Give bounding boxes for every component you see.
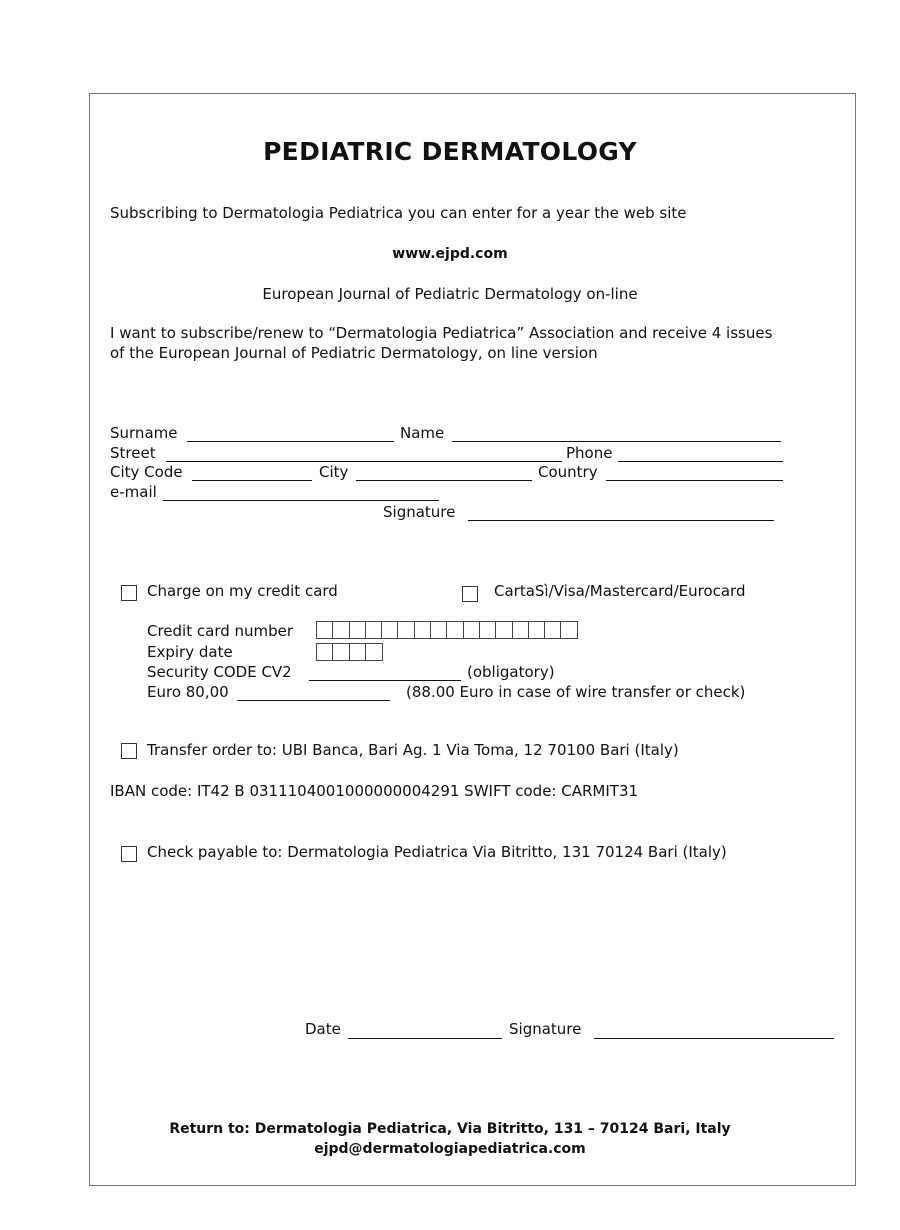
amount-label: Euro 80,00 xyxy=(147,683,229,701)
card-number-digit-box[interactable] xyxy=(512,621,530,639)
name-field[interactable] xyxy=(452,441,781,442)
credit-card-checkbox[interactable] xyxy=(121,585,137,601)
card-number-digit-box[interactable] xyxy=(332,621,350,639)
security-code-note: (obligatory) xyxy=(467,663,555,681)
expiry-digit-box[interactable] xyxy=(332,643,350,661)
phone-label: Phone xyxy=(566,444,613,462)
card-number-digit-box[interactable] xyxy=(381,621,399,639)
expiry-date-boxes[interactable] xyxy=(316,643,381,661)
signature-field[interactable] xyxy=(468,520,774,521)
security-code-field[interactable] xyxy=(309,680,461,681)
card-number-digit-box[interactable] xyxy=(479,621,497,639)
city-field[interactable] xyxy=(356,480,532,481)
card-number-boxes[interactable] xyxy=(316,621,577,639)
surname-label: Surname xyxy=(110,424,178,442)
card-number-digit-box[interactable] xyxy=(397,621,415,639)
final-signature-field[interactable] xyxy=(594,1038,834,1039)
email-field[interactable] xyxy=(163,500,439,501)
check-option-label: Check payable to: Dermatologia Pediatrica Via Bitritto, 131 70124 Bari (Italy) xyxy=(147,843,727,861)
date-label: Date xyxy=(305,1020,341,1038)
card-number-digit-box[interactable] xyxy=(544,621,562,639)
subscribe-text-line1: I want to subscribe/renew to “Dermatologia Pediatrica” Association and receive 4 issues xyxy=(110,324,773,342)
surname-field[interactable] xyxy=(187,441,394,442)
form-title: PEDIATRIC DERMATOLOGY xyxy=(263,137,637,166)
card-type-option-label: CartaSì/Visa/Mastercard/Eurocard xyxy=(494,582,746,600)
expiry-label: Expiry date xyxy=(147,643,233,661)
website-link[interactable]: www.ejpd.com xyxy=(392,246,508,262)
card-number-label: Credit card number xyxy=(147,622,294,640)
transfer-option-label: Transfer order to: UBI Banca, Bari Ag. 1 Via Toma, 12 70100 Bari (Italy) xyxy=(147,741,679,759)
contact-email[interactable]: ejpd@dermatologiapediatrica.com xyxy=(314,1141,586,1157)
card-number-digit-box[interactable] xyxy=(365,621,383,639)
card-type-checkbox[interactable] xyxy=(462,586,478,602)
subscribe-text-line2: of the European Journal of Pediatric Dermatology, on line version xyxy=(110,344,598,362)
date-field[interactable] xyxy=(348,1038,502,1039)
expiry-digit-box[interactable] xyxy=(349,643,367,661)
city-code-field[interactable] xyxy=(192,480,312,481)
amount-field[interactable] xyxy=(237,700,390,701)
name-label: Name xyxy=(400,424,445,442)
return-address: Return to: Dermatologia Pediatrica, Via Bitritto, 131 – 70124 Bari, Italy xyxy=(169,1121,731,1137)
street-field[interactable] xyxy=(166,461,562,462)
iban-text: IBAN code: IT42 B 0311104001000000004291 SWIFT code: CARMIT31 xyxy=(110,782,639,800)
city-label: City xyxy=(319,463,349,481)
street-label: Street xyxy=(110,444,156,462)
country-field[interactable] xyxy=(606,480,783,481)
card-number-digit-box[interactable] xyxy=(495,621,513,639)
security-code-label: Security CODE CV2 xyxy=(147,663,292,681)
intro-text: Subscribing to Dermatologia Pediatrica you can enter for a year the web site xyxy=(110,204,687,222)
final-signature-label: Signature xyxy=(509,1020,582,1038)
expiry-digit-box[interactable] xyxy=(365,643,383,661)
card-number-digit-box[interactable] xyxy=(316,621,334,639)
city-code-label: City Code xyxy=(110,463,183,481)
signature-label: Signature xyxy=(383,503,456,521)
card-number-digit-box[interactable] xyxy=(446,621,464,639)
amount-note: (88.00 Euro in case of wire transfer or check) xyxy=(406,683,746,701)
phone-field[interactable] xyxy=(618,461,783,462)
journal-text: European Journal of Pediatric Dermatology on-line xyxy=(262,285,638,303)
transfer-checkbox[interactable] xyxy=(121,743,137,759)
card-number-digit-box[interactable] xyxy=(463,621,481,639)
card-number-digit-box[interactable] xyxy=(349,621,367,639)
card-number-digit-box[interactable] xyxy=(414,621,432,639)
expiry-digit-box[interactable] xyxy=(316,643,334,661)
card-number-digit-box[interactable] xyxy=(560,621,578,639)
email-label: e-mail xyxy=(110,483,157,501)
card-number-digit-box[interactable] xyxy=(430,621,448,639)
card-number-digit-box[interactable] xyxy=(528,621,546,639)
check-checkbox[interactable] xyxy=(121,846,137,862)
country-label: Country xyxy=(538,463,598,481)
credit-card-option-label: Charge on my credit card xyxy=(147,582,338,600)
